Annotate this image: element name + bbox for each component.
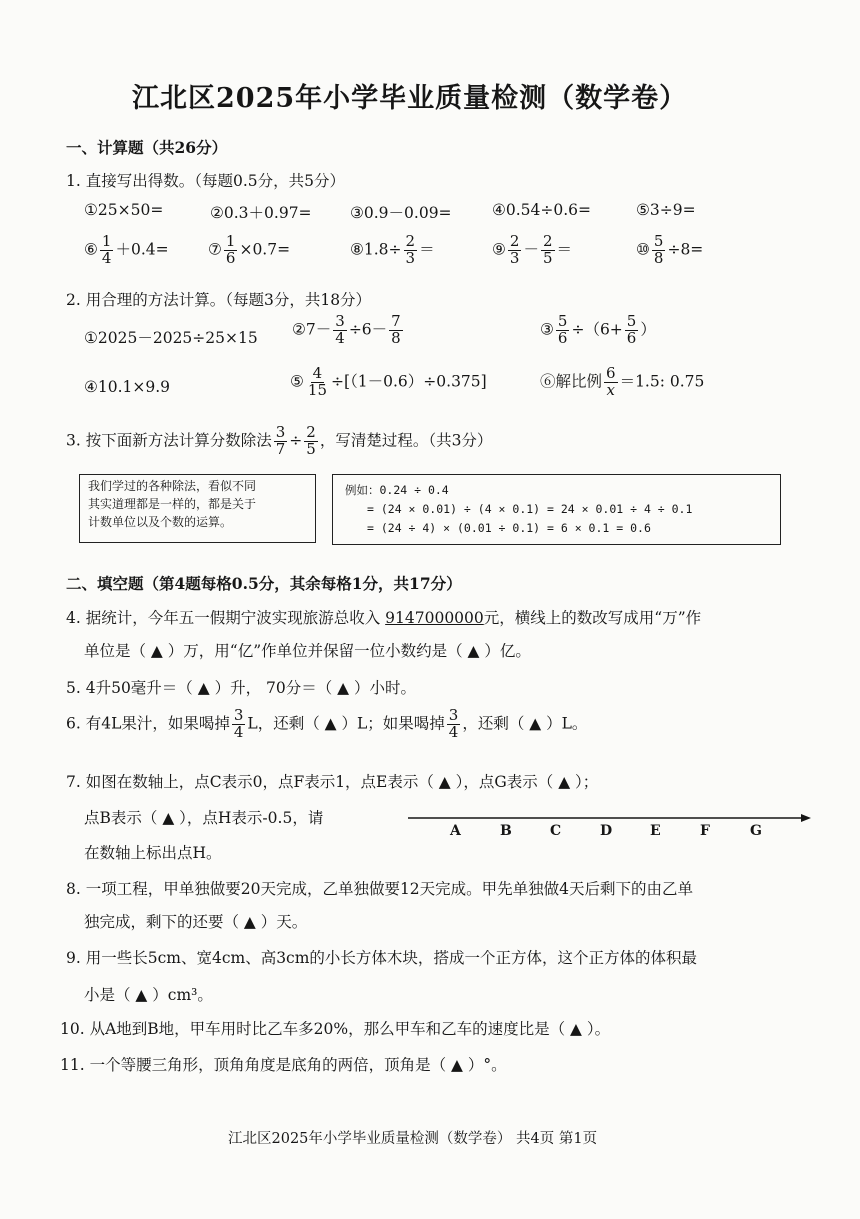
q9-line1: 9. 用一些长5cm、宽4cm、高3cm的小长方体木块，搭成一个正方体，这个正方体的体积最 xyxy=(66,949,697,967)
axis-label-g: G xyxy=(750,823,762,839)
q2-item-3: ③ $\frac{5}{6}$ ÷（6+ $\frac{5}{6}$ ） xyxy=(540,312,656,347)
q7-line3: 在数轴上标出点H。 xyxy=(84,844,222,862)
q2-item-6: ⑥解比例 $\frac{6}{x}$ ＝1.5: 0.75 xyxy=(540,364,705,399)
q5: 5. 4升50毫升＝（ ▲ ）升， 70分＝（ ▲ ）小时。 xyxy=(66,679,416,697)
q1-item-7: ⑦ $\frac{1}{6}$ ×0.7= xyxy=(208,232,291,267)
q8-line2: 独完成，剩下的还要（ ▲ ）天。 xyxy=(84,913,308,931)
q2-item-1: ①2025－2025÷25×15 xyxy=(84,329,258,347)
axis-label-f: F xyxy=(700,823,710,839)
q1-item-2: ②0.3＋0.97= xyxy=(210,204,312,222)
q2-label: 2. 用合理的方法计算。（每题3分，共18分） xyxy=(66,291,372,309)
q1-item-8: ⑧1.8÷ $\frac{2}{3}$ ＝ xyxy=(350,232,435,267)
q6: 6. 有4L果汁，如果喝掉 $\frac{3}{4}$ L，还剩（ ▲ ）L；如果喝掉 $\frac{3}{4}$ ，还剩（ ▲ ）L。 xyxy=(66,706,588,741)
hint-box xyxy=(79,474,316,543)
q1-item-3: ③0.9－0.09= xyxy=(350,204,452,222)
section2-heading: 二、填空题（第4题每格0.5分，其余每格1分，共17分） xyxy=(66,574,462,593)
page-title: 江北区2025年小学毕业质量检测（数学卷） xyxy=(132,83,688,114)
q7-line2: 点B表示（ ▲ ），点H表示-0.5，请 xyxy=(84,809,324,827)
hint-line: 我们学过的各种除法，看似不同 xyxy=(88,479,257,493)
q1-item-4: ④0.54÷0.6= xyxy=(492,201,592,219)
q9-line2: 小是（ ▲ ）cm³。 xyxy=(84,986,213,1004)
example-line: 例如：0.24 ÷ 0.4 xyxy=(345,483,449,497)
example-box xyxy=(332,474,781,545)
hint-line: 计数单位以及个数的运算。 xyxy=(88,515,233,529)
q3-label: 3. 按下面新方法计算分数除法 $\frac{3}{7}$ ÷ $\frac{2}{5}$ ，写清楚过程。（共3分） xyxy=(66,423,493,458)
q1-item-10: ⑩ $\frac{5}{8}$ ÷8= xyxy=(636,232,704,267)
axis-label-b: B xyxy=(500,823,512,839)
q10: 10. 从A地到B地，甲车用时比乙车多20%，那么甲车和乙车的速度比是（ ▲ ）。 xyxy=(60,1020,611,1038)
axis-label-a: A xyxy=(450,823,461,839)
q4-line2: 单位是（ ▲ ）万，用“亿”作单位并保留一位小数约是（ ▲ ）亿。 xyxy=(84,642,531,660)
q4-line1: 4. 据统计，今年五一假期宁波实现旅游总收入 9147000000元，横线上的数改写成用“万”作 xyxy=(66,609,702,627)
q1-item-5: ⑤3÷9= xyxy=(636,201,696,219)
page-footer: 江北区2025年小学毕业质量检测（数学卷） 共4页 第1页 xyxy=(228,1131,598,1147)
example-line: = (24 ÷ 4) × (0.01 ÷ 0.1) = 6 × 0.1 = 0.6 xyxy=(367,521,651,535)
hint-line: 其实道理都是一样的，都是关于 xyxy=(88,497,257,511)
q8-line1: 8. 一项工程，甲单独做要20天完成，乙单独做要12天完成。甲先单独做4天后剩下的由乙单 xyxy=(66,880,694,898)
axis-label-c: C xyxy=(550,823,562,839)
q11: 11. 一个等腰三角形，顶角角度是底角的两倍，顶角是（ ▲ ）°。 xyxy=(60,1056,507,1074)
section1-heading: 一、计算题（共26分） xyxy=(66,138,228,157)
q1-item-6: ⑥ $\frac{1}{4}$ ＋0.4= xyxy=(84,232,169,267)
q1-item-9: ⑨ $\frac{2}{3}$ － $\frac{2}{5}$ ＝ xyxy=(492,232,573,267)
axis-label-e: E xyxy=(650,823,661,839)
q7-line1: 7. 如图在数轴上，点C表示0，点F表示1，点E表示（ ▲ ），点G表示（ ▲ ）； xyxy=(66,773,599,791)
q1-label: 1. 直接写出得数。（每题0.5分，共5分） xyxy=(66,172,345,190)
q2-item-5: ⑤ $\frac{4}{15}$ ÷[（1－0.6）÷0.375] xyxy=(290,364,487,399)
axis-label-d: D xyxy=(600,823,613,839)
example-line: = (24 × 0.01) ÷ (4 × 0.1) = 24 × 0.01 ÷ 4 ÷ 0.1 xyxy=(367,502,693,516)
q1-item-1: ①25×50= xyxy=(84,201,164,219)
q2-item-2: ②7－ $\frac{3}{4}$ ÷6－ $\frac{7}{8}$ xyxy=(292,312,401,347)
q2-item-4: ④10.1×9.9 xyxy=(84,378,171,396)
arrow-head-icon xyxy=(801,814,811,822)
